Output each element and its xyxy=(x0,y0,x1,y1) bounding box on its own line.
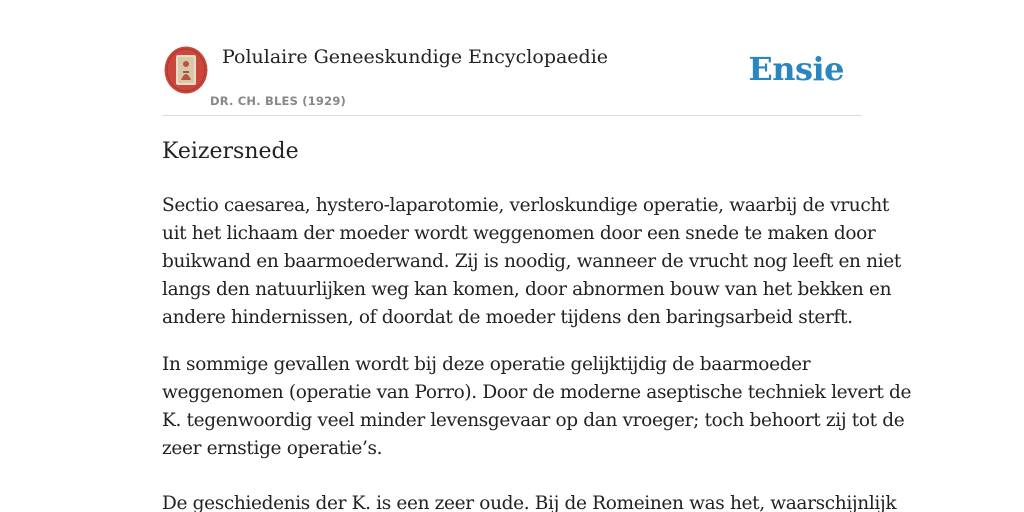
header xyxy=(162,40,862,116)
text-line: langs den natuurlijken weg kan komen, door abnormen bouw van het bekken en xyxy=(162,279,892,300)
text-line: weggenomen (operatie van Porro). Door de moderne aseptische techniek levert de xyxy=(162,382,912,403)
text-line: Sectio caesarea, hystero-laparotomie, verloskundige operatie, waarbij de vrucht xyxy=(162,195,889,216)
paragraph xyxy=(162,351,912,463)
text-line: uit het lichaam der moeder wordt weggenomen door een snede te maken door xyxy=(162,223,876,244)
paragraph xyxy=(162,490,897,512)
brand-logo-link[interactable]: Ensie xyxy=(748,50,844,88)
book-cover-icon[interactable] xyxy=(164,46,208,94)
text-line: K. tegenwoordig veel minder levensgevaar op dan vroeger; toch behoort zij tot de xyxy=(162,410,905,431)
text-line: zeer ernstige operatie’s. xyxy=(162,438,383,459)
book-author: DR. CH. BLES (1929) xyxy=(210,94,346,108)
text-line: De geschiedenis der K. is een zeer oude. Bij de Romeinen was het, waarschijnlijk xyxy=(162,493,897,512)
text-line: In sommige gevallen wordt bij deze operatie gelijktijdig de baarmoeder xyxy=(162,354,811,375)
text-line: andere hindernissen, of doordat de moeder tijdens den baringsarbeid sterft. xyxy=(162,307,853,328)
paragraph xyxy=(162,192,901,332)
entry-title: Keizersnede xyxy=(162,139,299,164)
text-line: buikwand en baarmoederwand. Zij is noodig, wanneer de vrucht nog leeft en niet xyxy=(162,251,901,272)
book-title[interactable]: Polulaire Geneeskundige Encyclopaedie xyxy=(222,46,609,68)
